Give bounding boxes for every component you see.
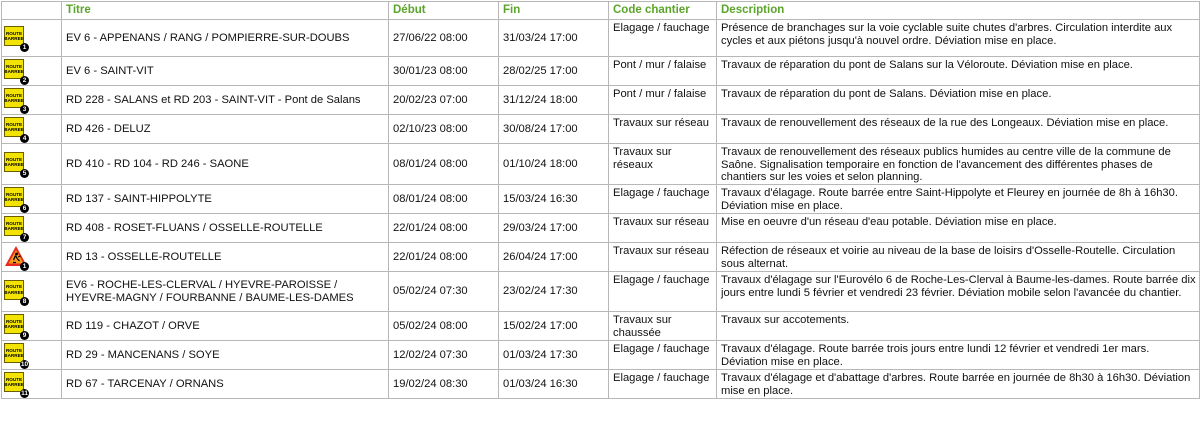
icon-cell (2, 20, 62, 57)
cell-debut: 05/02/24 07:30 (389, 272, 499, 312)
header-fin[interactable]: Fin (499, 2, 609, 20)
route-barree-sign (4, 280, 24, 300)
cell-titre: RD 137 - SAINT-HIPPOLYTE (62, 185, 389, 214)
table-row[interactable] (2, 243, 1200, 272)
table-body (2, 20, 1200, 399)
route-barree-icon[interactable] (4, 26, 28, 50)
cell-code-chantier: Pont / mur / falaise (609, 86, 717, 115)
cell-code-chantier: Elagage / fauchage (609, 370, 717, 399)
cell-code-chantier: Travaux sur réseau (609, 214, 717, 243)
header-titre[interactable]: Titre (62, 2, 389, 20)
sign-text-route: ROUTE (5, 92, 23, 98)
sign-number-badge: 8 (20, 297, 29, 306)
cell-code-chantier: Elagage / fauchage (609, 272, 717, 312)
route-barree-icon[interactable] (4, 59, 28, 83)
cell-fin: 28/02/25 17:00 (499, 57, 609, 86)
sign-number-badge: 4 (20, 134, 29, 143)
sign-text-barree: BARREE (4, 127, 24, 132)
sign-text-route: ROUTE (5, 318, 23, 324)
cell-description: Travaux de réparation du pont de Salans sur la Véloroute. Déviation mise en place. (717, 57, 1200, 86)
route-barree-icon[interactable] (4, 187, 28, 211)
roadworks-icon[interactable] (4, 245, 28, 269)
sign-text-route: ROUTE (5, 63, 23, 69)
cell-description: Travaux d'élagage. Route barrée entre Saint-Hippolyte et Fleurey en journée de 8h à 16h30. Déviation mise en place. (717, 185, 1200, 214)
cell-fin: 31/03/24 17:00 (499, 20, 609, 57)
cell-description: Travaux de renouvellement des réseaux publics humides au centre ville de la commune de Saône. Signalisation temporaire en fonction de l'avancement des différentes phases de chantiers sur les voies et selon planning. (717, 144, 1200, 185)
table-row[interactable] (2, 341, 1200, 370)
cell-code-chantier: Travaux sur réseaux (609, 144, 717, 185)
icon-cell (2, 214, 62, 243)
table-row[interactable] (2, 370, 1200, 399)
cell-fin: 15/02/24 17:00 (499, 312, 609, 341)
sign-number-badge: 7 (20, 233, 29, 242)
cell-titre: EV 6 - APPENANS / RANG / POMPIERRE-SUR-DOUBS (62, 20, 389, 57)
table-row[interactable] (2, 86, 1200, 115)
cell-description: Réfection de réseaux et voirie au niveau de la base de loisirs d'Osselle-Routelle. Circulation sous alternat. (717, 243, 1200, 272)
icon-cell (2, 272, 62, 312)
header-row (2, 2, 1200, 20)
cell-description: Travaux de réparation du pont de Salans. Déviation mise en place. (717, 86, 1200, 115)
cell-fin: 01/03/24 17:30 (499, 341, 609, 370)
sign-number-badge: 1 (20, 43, 29, 52)
sign-text-barree: BARREE (4, 289, 24, 295)
sign-text-route: ROUTE (5, 30, 23, 36)
cell-description: Présence de branchages sur la voie cyclable suite chutes d'arbres. Circulation interdite aux cycles et aux piétons jusqu'à nouvel ordre. Déviation mise en place. (717, 20, 1200, 57)
table-row[interactable] (2, 185, 1200, 214)
icon-cell (2, 86, 62, 115)
sign-number-badge: 9 (20, 331, 29, 340)
cell-description: Travaux de renouvellement des réseaux de la rue des Longeaux. Déviation mise en place. (717, 115, 1200, 144)
cell-code-chantier: Travaux sur chaussée (609, 312, 717, 341)
table-row[interactable] (2, 57, 1200, 86)
table-row[interactable] (2, 272, 1200, 312)
sign-text-route: ROUTE (5, 156, 23, 162)
cell-titre: RD 426 - DELUZ (62, 115, 389, 144)
cell-code-chantier: Elagage / fauchage (609, 185, 717, 214)
cell-debut: 30/01/23 08:00 (389, 57, 499, 86)
cell-titre: RD 67 - TARCENAY / ORNANS (62, 370, 389, 399)
sign-text-route: ROUTE (5, 220, 23, 226)
sign-text-barree: BARREE (4, 98, 24, 103)
sign-number-badge: 3 (20, 105, 29, 114)
cell-titre: RD 13 - OSSELLE-ROUTELLE (62, 243, 389, 272)
sign-text-barree: BARREE (4, 36, 24, 41)
sign-text-barree: BARREE (4, 324, 24, 329)
cell-debut: 22/01/24 08:00 (389, 243, 499, 272)
sign-text-barree: BARREE (4, 69, 24, 74)
cell-description: Travaux d'élagage sur l'Eurovélo 6 de Roche-Les-Clerval à Baume-les-dames. Route barrée dix jours entre lundi 5 février et vendredi 23 février. Déviation mobile selon l'avancée du chantier. (717, 272, 1200, 312)
header-icon (2, 2, 62, 20)
roadworks-table (1, 1, 1200, 399)
cell-fin: 01/10/24 18:00 (499, 144, 609, 185)
cell-fin: 30/08/24 17:00 (499, 115, 609, 144)
table-row[interactable] (2, 312, 1200, 341)
table-row[interactable] (2, 115, 1200, 144)
cell-titre: RD 228 - SALANS et RD 203 - SAINT-VIT - Pont de Salans (62, 86, 389, 115)
sign-number-badge: 2 (20, 76, 29, 85)
route-barree-icon[interactable] (4, 216, 28, 240)
cell-fin: 01/03/24 16:30 (499, 370, 609, 399)
cell-debut: 08/01/24 08:00 (389, 185, 499, 214)
cell-debut: 22/01/24 08:00 (389, 214, 499, 243)
cell-titre: EV 6 - SAINT-VIT (62, 57, 389, 86)
sign-number-badge: 5 (20, 169, 29, 178)
sign-text-route: ROUTE (5, 121, 23, 127)
table-row[interactable] (2, 144, 1200, 185)
cell-debut: 05/02/24 08:00 (389, 312, 499, 341)
table-row[interactable] (2, 214, 1200, 243)
table-row[interactable] (2, 20, 1200, 57)
header-code-chantier[interactable]: Code chantier (609, 2, 717, 20)
sign-text-barree: BARREE (4, 162, 24, 167)
cell-debut: 02/10/23 08:00 (389, 115, 499, 144)
cell-debut: 12/02/24 07:30 (389, 341, 499, 370)
cell-fin: 31/12/24 18:00 (499, 86, 609, 115)
route-barree-icon[interactable] (4, 152, 28, 176)
cell-titre: EV6 - ROCHE-LES-CLERVAL / HYEVRE-PAROISSE / HYEVRE-MAGNY / FOURBANNE / BAUME-LES-DAMES (62, 272, 389, 312)
cell-titre: RD 410 - RD 104 - RD 246 - SAONE (62, 144, 389, 185)
cell-titre: RD 408 - ROSET-FLUANS / OSSELLE-ROUTELLE (62, 214, 389, 243)
sign-text-route: ROUTE (5, 284, 23, 290)
sign-text-route: ROUTE (5, 191, 23, 197)
icon-cell (2, 115, 62, 144)
sign-number-badge: 6 (20, 204, 29, 213)
route-barree-icon[interactable] (4, 343, 28, 367)
icon-cell (2, 370, 62, 399)
icon-cell (2, 144, 62, 185)
cell-debut: 19/02/24 08:30 (389, 370, 499, 399)
route-barree-icon[interactable] (4, 314, 28, 338)
icon-cell (2, 312, 62, 341)
cell-description: Travaux sur accotements. (717, 312, 1200, 341)
cell-debut: 27/06/22 08:00 (389, 20, 499, 57)
cell-code-chantier: Elagage / fauchage (609, 20, 717, 57)
icon-cell (2, 185, 62, 214)
cell-titre: RD 29 - MANCENANS / SOYE (62, 341, 389, 370)
route-barree-icon[interactable] (4, 88, 28, 112)
icon-cell (2, 57, 62, 86)
header-debut[interactable]: Début (389, 2, 499, 20)
cell-debut: 08/01/24 08:00 (389, 144, 499, 185)
cell-code-chantier: Elagage / fauchage (609, 341, 717, 370)
cell-code-chantier: Travaux sur réseau (609, 115, 717, 144)
cell-fin: 23/02/24 17:30 (499, 272, 609, 312)
sign-number-badge: 10 (20, 361, 29, 368)
cell-fin: 29/03/24 17:00 (499, 214, 609, 243)
sign-number-badge: 1 (20, 262, 29, 271)
sign-text-barree: BARREE (4, 226, 24, 231)
icon-cell (2, 341, 62, 370)
sign-text-barree: BARREE (4, 382, 24, 387)
sign-text-route: ROUTE (5, 347, 23, 353)
header-description[interactable]: Description (717, 2, 1200, 20)
sign-text-barree: BARREE (4, 197, 24, 202)
route-barree-icon[interactable] (4, 117, 28, 141)
cell-fin: 15/03/24 16:30 (499, 185, 609, 214)
cell-code-chantier: Travaux sur réseau (609, 243, 717, 272)
cell-description: Travaux d'élagage et d'abattage d'arbres. Route barrée en journée de 8h30 à 16h30. Déviation mise en place. (717, 370, 1200, 399)
route-barree-icon[interactable] (4, 372, 28, 396)
sign-text-barree: BARREE (4, 353, 24, 358)
cell-titre: RD 119 - CHAZOT / ORVE (62, 312, 389, 341)
cell-debut: 20/02/23 07:00 (389, 86, 499, 115)
sign-text-route: ROUTE (5, 376, 23, 382)
icon-cell (2, 243, 62, 272)
cell-fin: 26/04/24 17:00 (499, 243, 609, 272)
cell-description: Travaux d'élagage. Route barrée trois jours entre lundi 12 février et vendredi 1er mars. Déviation mise en place. (717, 341, 1200, 370)
sign-number-badge: 11 (21, 390, 28, 397)
route-barree-icon[interactable] (4, 280, 28, 304)
cell-description: Mise en oeuvre d'un réseau d'eau potable. Déviation mise en place. (717, 214, 1200, 243)
cell-code-chantier: Pont / mur / falaise (609, 57, 717, 86)
